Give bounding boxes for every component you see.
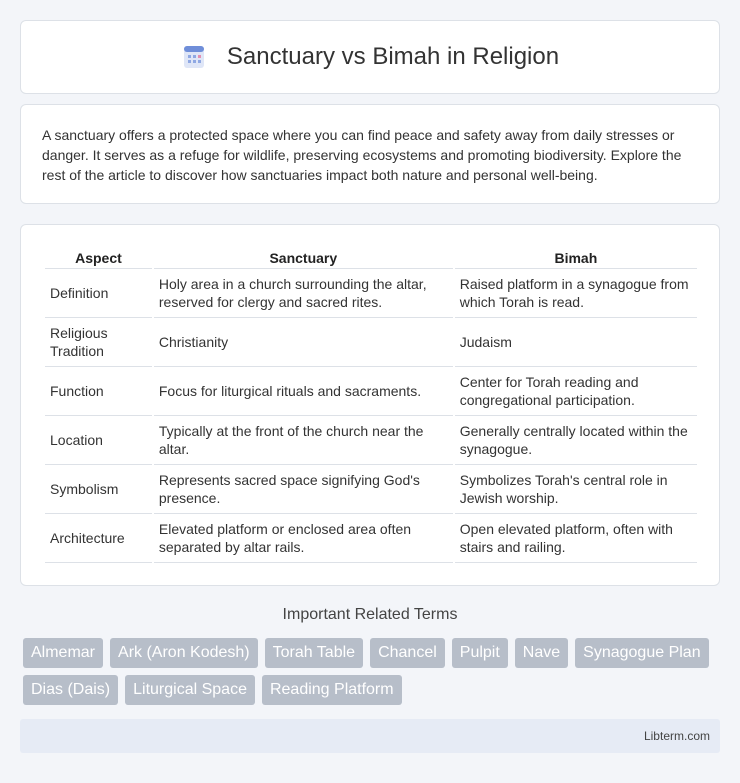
cell-bimah: Generally centrally located within the synagogue. [455,416,697,465]
comparison-table [43,245,699,563]
cell-aspect: Function [45,367,152,416]
related-tags [23,638,723,712]
cell-bimah: Judaism [455,318,697,367]
cell-sanctuary: Holy area in a church surrounding the altar, reserved for clergy and sacred rites. [154,269,453,318]
comparison-table-card [20,224,720,586]
tag-reading-platform[interactable]: Reading Platform [262,675,402,705]
cell-bimah: Open elevated platform, often with stairs and railing. [455,514,697,563]
table-row [45,465,697,514]
tag-synagogue-plan[interactable]: Synagogue Plan [575,638,708,668]
tag-almemar[interactable]: Almemar [23,638,103,668]
table-row [45,269,697,318]
intro-text: A sanctuary offers a protected space where you can find peace and safety away from daily stresses or danger. It serves as a refuge for wildlife, preserving ecosystems and promoting biodiversity. Explore the rest of the article to discover how sanctuaries impact both nature and personal well-being. [42,127,682,183]
table-row [45,416,697,465]
header-sanctuary: Sanctuary [154,245,453,269]
cell-bimah: Symbolizes Torah's central role in Jewish worship. [455,465,697,514]
tag-pulpit[interactable]: Pulpit [452,638,508,668]
cell-aspect: Religious Tradition [45,318,152,367]
table-header-row [45,245,697,269]
tag-liturgical-space[interactable]: Liturgical Space [125,675,255,705]
cell-aspect: Definition [45,269,152,318]
cell-sanctuary: Christianity [154,318,453,367]
intro-card [20,104,720,204]
cell-bimah: Raised platform in a synagogue from which Torah is read. [455,269,697,318]
cell-aspect: Architecture [45,514,152,563]
footer [20,719,720,753]
header-bimah: Bimah [455,245,697,269]
related-terms-title: Important Related Terms [282,606,458,623]
cell-aspect: Location [45,416,152,465]
cell-sanctuary: Typically at the front of the church near the altar. [154,416,453,465]
tag-ark[interactable]: Ark (Aron Kodesh) [110,638,258,668]
cell-sanctuary: Represents sacred space signifying God's presence. [154,465,453,514]
cell-sanctuary: Elevated platform or enclosed area often separated by altar rails. [154,514,453,563]
cell-sanctuary: Focus for liturgical rituals and sacraments. [154,367,453,416]
footer-link[interactable]: Libterm.com [643,729,710,743]
tag-chancel[interactable]: Chancel [370,638,445,668]
table-row [45,514,697,563]
header-aspect: Aspect [45,245,152,269]
tag-torah-table[interactable]: Torah Table [265,638,363,668]
cell-bimah: Center for Torah reading and congregational participation. [455,367,697,416]
page-title: Sanctuary vs Bimah in Religion [226,43,560,70]
table-row [45,367,697,416]
title-card [20,20,720,94]
document-list-icon [181,44,207,70]
table-row [45,318,697,367]
tag-dias[interactable]: Dias (Dais) [23,675,118,705]
tag-nave[interactable]: Nave [515,638,568,668]
cell-aspect: Symbolism [45,465,152,514]
